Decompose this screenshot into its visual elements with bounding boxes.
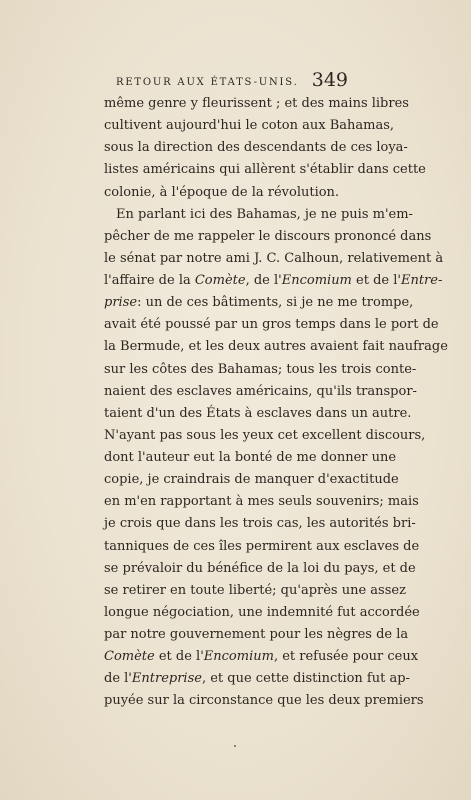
- running-title: RETOUR AUX ÉTATS-UNIS.: [116, 77, 299, 88]
- text-line: cultivent aujourd'hui le coton aux Bahamas,: [104, 118, 394, 134]
- text-line: Comète et de l'Encomium, et refusée pour ceux: [104, 649, 419, 665]
- text-line: je crois que dans les trois cas, les autorités bri-: [104, 516, 416, 532]
- text-line: par notre gouvernement pour les nègres de la: [104, 627, 409, 642]
- text-line: pêcher de me rappeler le discours prononcé dans: [104, 228, 432, 244]
- text-line: la Bermude, et les deux autres avaient fait naufrage: [104, 339, 448, 355]
- text-line: listes américains qui allèrent s'établir dans cette: [104, 162, 426, 178]
- text-line: prise: un de ces bâtiments, si je ne me trompe,: [104, 295, 414, 311]
- text-line: se retirer en toute liberté; qu'après une assez: [104, 582, 406, 598]
- text-line: taient d'un des États à esclaves dans un autre.: [104, 405, 412, 421]
- text-line: se prévaloir du bénéfice de la loi du pays, et de: [104, 560, 416, 576]
- text-line: sur les côtes des Bahamas; tous les trois conte-: [104, 361, 417, 377]
- text-line: tanniques de ces îles permirent aux esclaves de: [104, 538, 420, 554]
- text-line: colonie, à l'époque de la révolution.: [104, 184, 340, 200]
- text-line: longue négociation, une indemnité fut accordée: [104, 604, 420, 620]
- print-speck: [234, 745, 236, 747]
- text-line: même genre y fleurissent ; et des mains libres: [104, 96, 409, 111]
- text-line: En parlant ici des Bahamas, je ne puis m'em-: [116, 206, 413, 222]
- page-header: [116, 69, 348, 93]
- text-line: de l'Entreprise, et que cette distinction fut ap-: [104, 671, 410, 687]
- text-line: copie, je craindrais de manquer d'exactitude: [104, 472, 399, 488]
- page-number: 349: [311, 69, 348, 91]
- text-line: le sénat par notre ami J. C. Calhoun, relativement à: [104, 250, 444, 266]
- text-line: en m'en rapportant à mes seuls souvenirs; mais: [104, 494, 419, 510]
- text-line: puyée sur la circonstance que les deux premiers: [104, 693, 424, 709]
- body-text: [104, 93, 448, 713]
- text-line: avait été poussé par un gros temps dans le port de: [104, 317, 439, 333]
- text-line: N'ayant pas sous les yeux cet excellent discours,: [104, 427, 426, 443]
- text-line: sous la direction des descendants de ces loya-: [104, 140, 408, 156]
- text-line: naient des esclaves américains, qu'ils transpor-: [104, 383, 417, 399]
- text-line: dont l'auteur eut la bonté de me donner une: [104, 450, 397, 465]
- text-line: l'affaire de la Comète, de l'Encomium et de l'Entre-: [104, 273, 443, 288]
